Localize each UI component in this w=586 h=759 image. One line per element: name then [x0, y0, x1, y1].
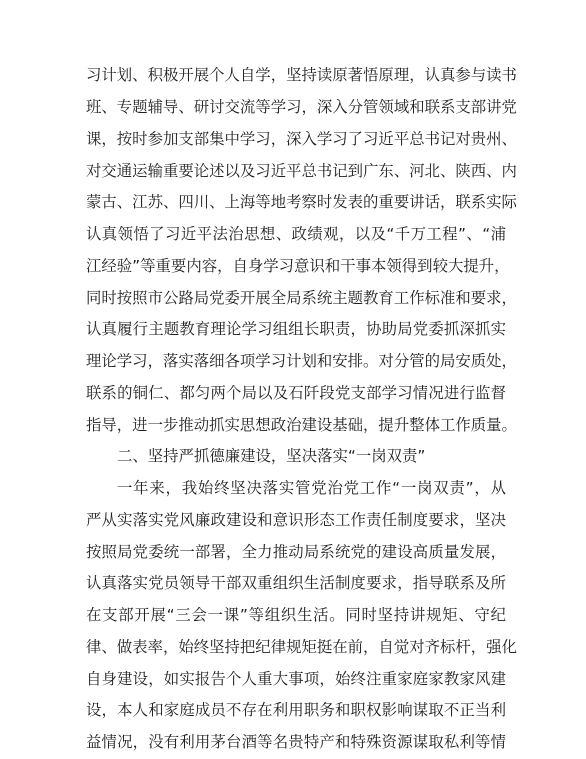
- paragraph-line: 联系的铜仁、都匀两个局以及石阡段党支部学习情况进行监督: [86, 384, 506, 402]
- section-heading: 二、坚持严抓德廉建设，坚决落实“一岗双责”: [117, 447, 426, 465]
- paragraph-line: 一年来，我始终坚决落实管党治党工作“一岗双责”，从: [117, 479, 506, 497]
- paragraph-line: 对交通运输重要论述以及习近平总书记到广东、河北、陕西、内: [86, 162, 517, 180]
- paragraph-line: 课，按时参加支部集中学习，深入学习了习近平总书记对贵州、: [86, 130, 517, 148]
- paragraph-line: 自身建设，如实报告个人重大事项，始终注重家庭家教家风建: [86, 670, 506, 688]
- paragraph-line: 设，本人和家庭成员不存在利用职务和职权影响谋取不正当利: [86, 701, 506, 719]
- paragraph-line: 理论学习，落实落细各项学习计划和安排。对分管的局安质处，: [86, 352, 517, 370]
- paragraph-line: 严从实落实党风廉政建设和意识形态工作责任制度要求，坚决: [86, 511, 506, 529]
- paragraph-line: 认真落实党员领导干部双重组织生活制度要求，指导联系及所: [86, 574, 506, 592]
- paragraph-line: 指导，进一步推动抓实思想政治建设基础，提升整体工作质量。: [86, 416, 517, 434]
- paragraph-line: 益情况，没有利用茅台酒等名贵特产和特殊资源谋取私利等情: [86, 733, 506, 751]
- paragraph-line: 同时按照市公路局党委开展全局系统主题教育工作标准和要求，: [86, 289, 517, 307]
- paragraph-line: 习计划、积极开展个人自学，坚持读原著悟原理，认真参与读书: [86, 66, 517, 84]
- paragraph-line: 律、做表率，始终坚持把纪律规矩挺在前，自觉对齐标杆，强化: [86, 638, 517, 656]
- paragraph-line: 认真履行主题教育理论学习组组长职责，协助局党委抓深抓实: [86, 320, 506, 338]
- paragraph-line: 认真领悟了习近平法治思想、政绩观，以及“千万工程”、“浦: [86, 225, 506, 243]
- paragraph-line: 班、专题辅导、研讨交流等学习，深入分管领域和联系支部讲党: [86, 98, 517, 116]
- paragraph-line: 蒙古、江苏、四川、上海等地考察时发表的重要讲话，联系实际: [86, 193, 517, 211]
- paragraph-line: 在支部开展“三会一课”等组织生活。同时坚持讲规矩、守纪: [86, 606, 506, 624]
- paragraph-line: 按照局党委统一部署，全力推动局系统党的建设高质量发展，: [86, 543, 506, 561]
- paragraph-line: 江经验”等重要内容，自身学习意识和干事本领得到较大提升，: [86, 257, 510, 275]
